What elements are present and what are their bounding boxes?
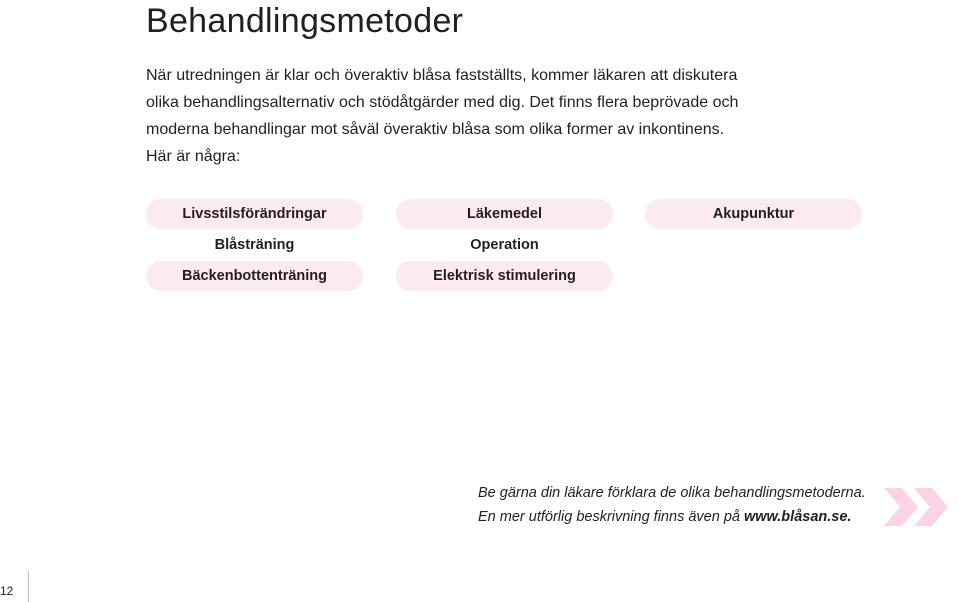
treatment-operation: Operation [470, 237, 539, 253]
page-title: Behandlingsmetoder [146, 2, 464, 40]
treatment-backenbottentraning: Bäckenbottenträning [146, 261, 363, 291]
footer-line-1: Be gärna din läkare förklara de olika behandlingsmetoderna. [478, 485, 866, 501]
footer-line-2-text: En mer utförlig beskrivning finns även på [478, 509, 744, 525]
treatment-blastraning: Blåsträning [214, 237, 295, 253]
footer-line-2 [478, 505, 866, 529]
footer-note [478, 481, 866, 529]
intro-line: Här är några: [146, 148, 241, 165]
treatment-livsstilsforandringar: Livsstilsförändringar [146, 199, 363, 229]
double-chevron-right-icon [884, 488, 956, 526]
intro-line: olika behandlingsalternativ och stödåtgärder med dig. Det finns flera beprövade och [146, 94, 739, 111]
page-number-rule [28, 571, 29, 602]
intro-paragraph [146, 62, 866, 170]
page-number: 12 [0, 584, 14, 598]
intro-line: moderna behandlingar mot såväl överaktiv blåsa som olika former av inkontinens. [146, 121, 725, 138]
treatment-elektrisk-stimulering: Elektrisk stimulering [396, 261, 613, 291]
website-link[interactable]: www.blåsan.se. [743, 509, 852, 525]
treatment-lakemedel: Läkemedel [396, 199, 613, 229]
treatment-akupunktur: Akupunktur [645, 199, 862, 229]
intro-line: När utredningen är klar och överaktiv blåsa fastställts, kommer läkaren att diskutera [146, 67, 738, 84]
